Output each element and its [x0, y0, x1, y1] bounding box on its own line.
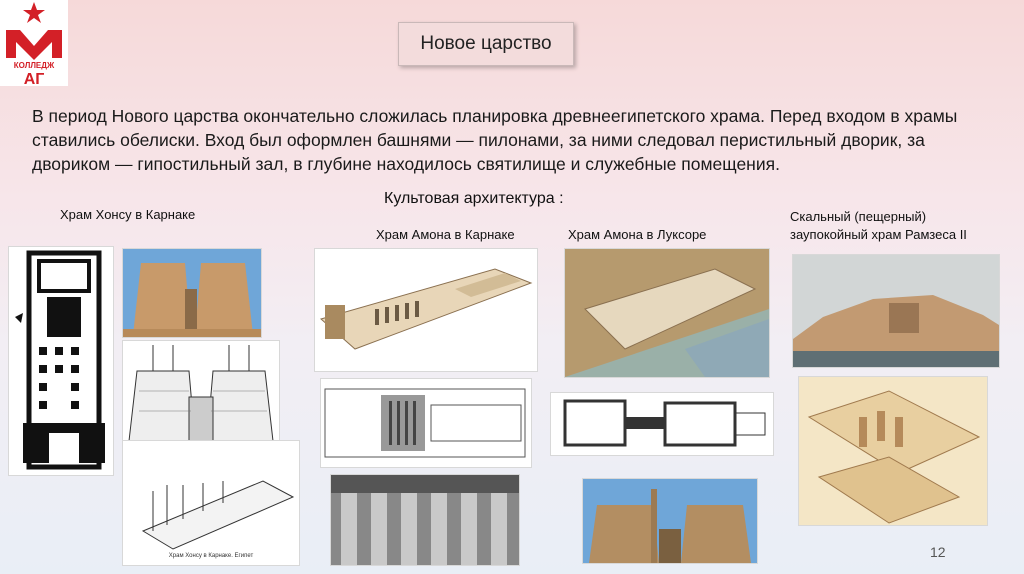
ramesses-cutaway	[798, 376, 988, 526]
amon-karnak-plan	[320, 378, 532, 468]
khonsu-sketch-caption: Храм Хонсу в Карнаке. Египет	[168, 553, 254, 559]
ramesses-photo	[792, 254, 1000, 368]
amon-karnak-hypostyle-photo	[330, 474, 520, 566]
page-number: 12	[930, 544, 946, 560]
khonsu-photo	[122, 248, 262, 338]
amon-karnak-3d	[314, 248, 538, 372]
logo-text: КОЛЛЕДЖ	[13, 61, 55, 70]
caption-amon-luxor: Храм Амона в Луксоре	[568, 227, 707, 242]
intro-paragraph: В период Нового царства окончательно сложилась планировка древнеегипетского храма. Перед входом в храмы ставились обелиски. Вход был оформлен башнями — пилонами, за ними следовал перистильный дворик, за двориком — гипостильный зал, в глубине находилось святилище и служебные помещения.	[32, 106, 958, 174]
slide-title-text: Новое царство	[420, 33, 552, 54]
amon-luxor-3d	[564, 248, 770, 378]
college-logo	[0, 0, 68, 86]
khonsu-floor-plan	[8, 246, 114, 476]
caption-amon-karnak: Храм Амона в Карнаке	[376, 227, 515, 242]
caption-ramesses: Скальный (пещерный) заупокойный храм Рамзеса II	[790, 209, 967, 242]
section-heading: Культовая архитектура :	[384, 190, 564, 207]
amon-luxor-photo	[582, 478, 758, 564]
logo-monogram: АГ	[23, 71, 45, 86]
caption-khonsu: Храм Хонсу в Карнаке	[60, 207, 196, 222]
amon-luxor-plan	[550, 392, 774, 456]
khonsu-axonometric	[122, 440, 300, 566]
slide-title	[398, 22, 574, 66]
khonsu-pylon-drawing	[122, 340, 280, 444]
